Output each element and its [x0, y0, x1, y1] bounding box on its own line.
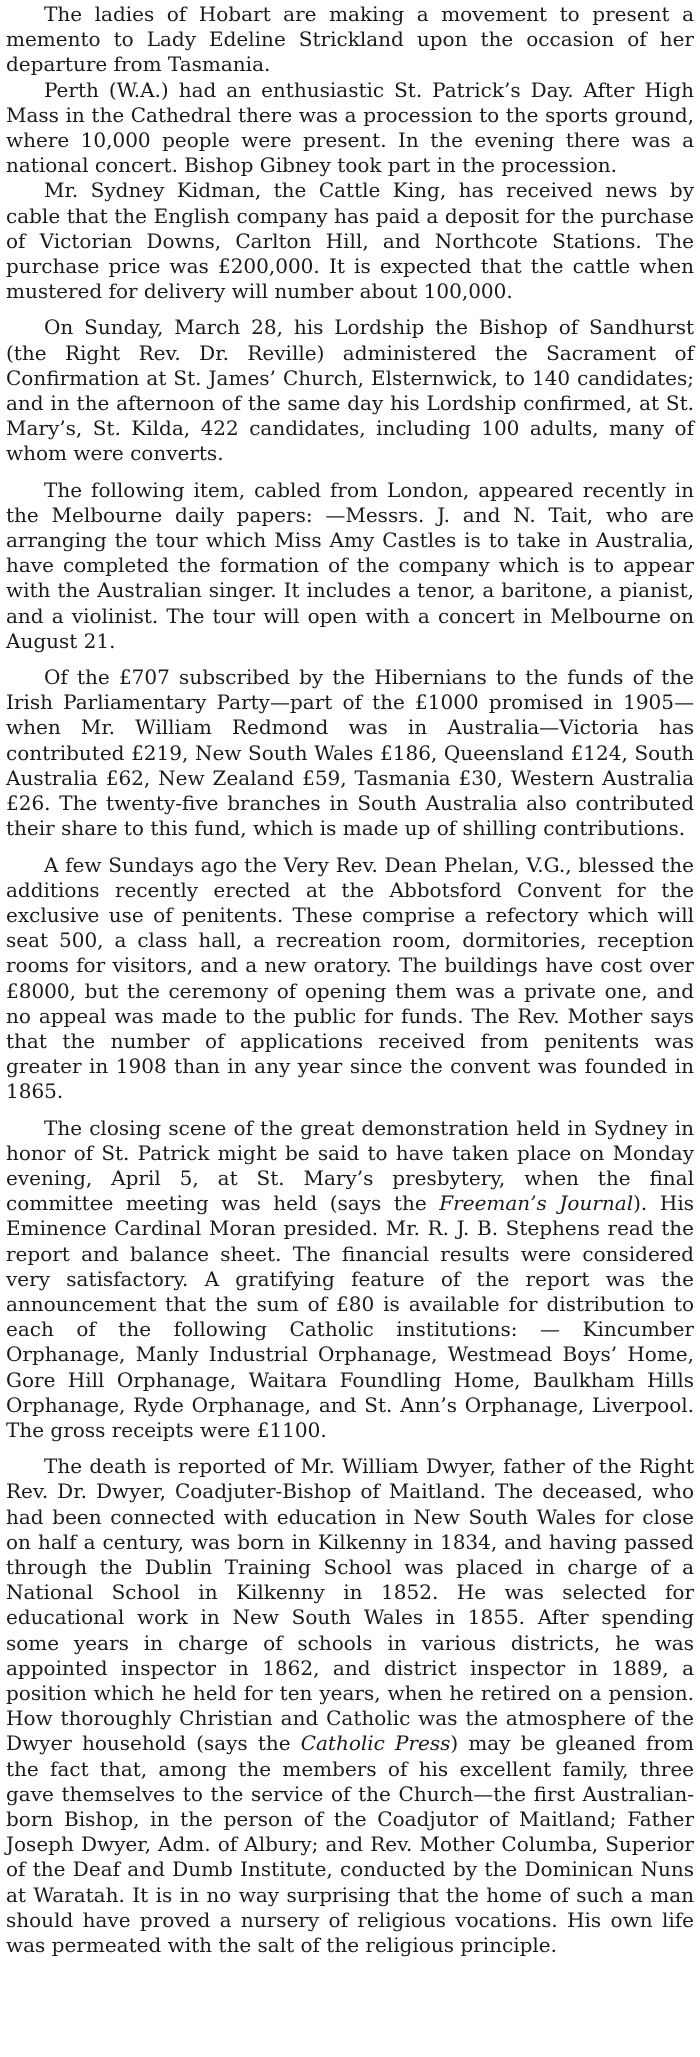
p9-text-after: ) may be gleaned from the fact that, among the members of his excellent family, three gave themselves to the service of the Church—the first Australian-born Bishop, in the person of the Coadjutor of Maitland; Father Joseph Dwyer, Adm. of Albury; and Rev. Mother Columba, Superior of the Deaf and Dumb Institute, conducted by the Dominican Nuns at Waratah. It is in no way surprising that the home of such a man should have proved a nursery of religious vocations. His own life was permeated with the salt of the religious principle. [6, 1731, 695, 1958]
section-spacer [6, 654, 694, 665]
p8-text-before: The closing scene of the great demonstration held in Sydney in honor of St. Patrick might be said to have taken place on Monday evening, April 5, at St. Mary’s presbytery, when the final committee meeting was held (says the [6, 1115, 694, 1216]
paragraph-hobart: The ladies of Hobart are making a movement to present a memento to Lady Edeline Strickland upon the occasion of her departure from Tasmania. [6, 2, 694, 77]
p9-publication-title: Catholic Press [300, 1731, 451, 1756]
paragraph-abbotsford: A few Sundays ago the Very Rev. Dean Phelan, V.G., blessed the additions recently erected at the Abbotsford Convent for the exclusive use of penitents. These comprise a refectory which will seat 500, a class hall, a recreation room, dormitories, reception rooms for visitors, and a new oratory. The buildings have cost over £8000, but the ceremony of opening them was a private one, and no appeal was made to the public for funds. The Rev. Mother says that the number of applications received from penitents was greater in 1908 than in any year since the convent was founded in 1865. [6, 852, 694, 1104]
p8-text-after: ). His Eminence Cardinal Moran presided. Mr. R. J. B. Stephens read the report and balance sheet. The financial results were considered very satisfactory. A gratifying feature of the report was the announcement that the sum of £80 is available for distribution to each of the following Catholic institutions: — Kincumber Orphanage, Manly Industrial Orphanage, Westmead Boys’ Home, Gore Hill Orphanage, Waitara Foundling Home, Baulkham Hills Orphanage, Ryde Orphanage, and St. Ann’s Orphanage, Liverpool. The gross receipts were £1100. [6, 1191, 695, 1442]
section-spacer [6, 467, 694, 478]
paragraph-kidman: Mr. Sydney Kidman, the Cattle King, has received news by cable that the English company has paid a deposit for the purchase of Victorian Downs, Carlton Hill, and Northcote Stations. The purchase price was £200,000. It is expected that the cattle when mustered for delivery will number about 100,000. [6, 178, 694, 304]
paragraph-confirmation: On Sunday, March 28, his Lordship the Bishop of Sandhurst (the Right Rev. Dr. Reville) administered the Sacrament of Confirmation at St. James’ Church, Elsternwick, to 140 candidates; and in the afternoon of the same day his Lordship confirmed, at St. Mary’s, St. Kilda, 422 candidates, including 100 adults, many of whom were converts. [6, 315, 694, 466]
paragraph-amy-castles: The following item, cabled from London, appeared recently in the Melbourne daily papers: —Messrs. J. and N. Tait, who are arranging the tour which Miss Amy Castles is to take in Australia, have completed the formation of the company which is to appear with the Australian singer. It includes a tenor, a baritone, a pianist, and a violinist. The tour will open with a concert in Melbourne on August 21. [6, 477, 694, 653]
section-spacer [6, 1443, 694, 1454]
section-spacer [6, 1105, 694, 1116]
section-spacer [6, 304, 694, 315]
section-spacer [6, 842, 694, 853]
paragraph-william-dwyer [6, 1454, 694, 1958]
p8-publication-title: Freeman’s Journal [439, 1191, 634, 1216]
news-column [6, 0, 694, 1958]
paragraph-hibernians: Of the £707 subscribed by the Hibernians to the funds of the Irish Parliamentary Party—part of the £1000 promised in 1905—when Mr. William Redmond was in Australia—Victoria has contributed £219, New South Wales £186, Queensland £124, South Australia £62, New Zealand £59, Tasmania £30, Western Australia £26. The twenty-five branches in South Australia also contributed their share to this fund, which is made up of shilling contributions. [6, 665, 694, 841]
p9-text-before: The death is reported of Mr. William Dwyer, father of the Right Rev. Dr. Dwyer, Coadjuter-Bishop of Maitland. The deceased, who had been connected with education in New South Wales for close on half a century, was born in Kilkenny in 1834, and having passed through the Dublin Training School was placed in charge of a National School in Kilkenny in 1852. He was selected for educational work in New South Wales in 1855. After spending some years in charge of schools in various districts, he was appointed inspector in 1862, and district inspector in 1889, a position which he held for ten years, when he retired on a pension. How thoroughly Christian and Catholic was the atmosphere of the Dwyer household (says the [6, 1454, 694, 1756]
paragraph-st-patrick-sydney [6, 1116, 694, 1444]
paragraph-perth: Perth (W.A.) had an enthusiastic St. Patrick’s Day. After High Mass in the Cathedral there was a procession to the sports ground, where 10,000 people were present. In the evening there was a national concert. Bishop Gibney took part in the procession. [6, 77, 694, 178]
